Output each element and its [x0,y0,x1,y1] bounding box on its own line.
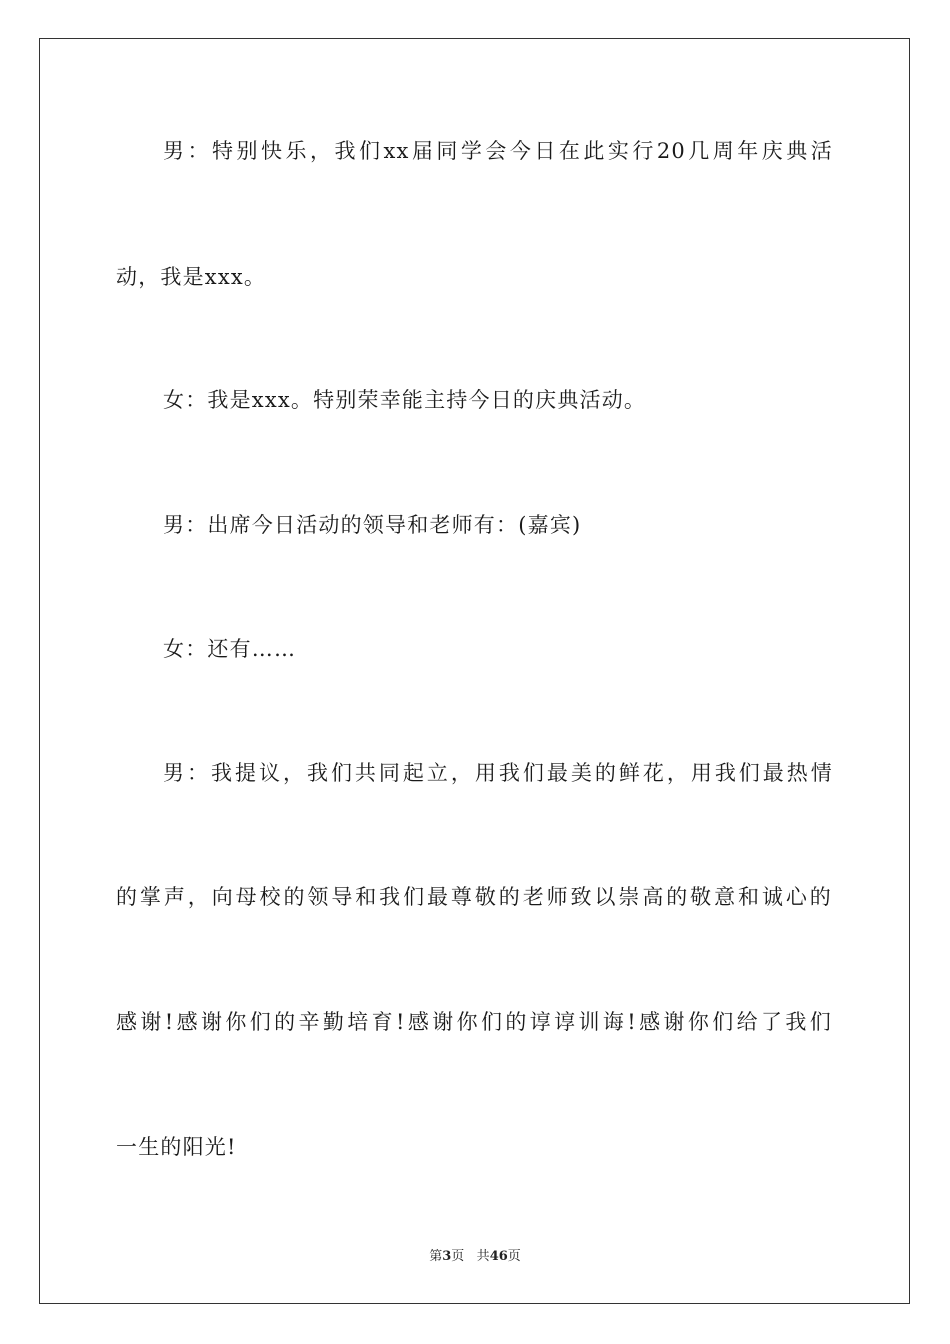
paragraph-line: 一生的阳光! [116,1135,237,1159]
paragraph-line: 男：出席今日活动的领导和老师有：(嘉宾) [163,513,582,537]
page-footer [0,1248,950,1266]
paragraph-line: 男：我提议，我们共同起立，用我们最美的鲜花，用我们最热情 [163,761,833,785]
total-pages: 46 [489,1249,508,1264]
paragraph-line: 的掌声，向母校的领导和我们最尊敬的老师致以崇高的敬意和诚心的 [116,885,832,909]
page-prefix: 第 [429,1249,443,1264]
paragraph-line: 女：还有…… [163,637,297,661]
paragraph-line: 女：我是xxx。特别荣幸能主持今日的庆典活动。 [163,388,647,412]
paragraph-line: 感谢!感谢你们的辛勤培育!感谢你们的谆谆训诲!感谢你们给了我们 [116,1010,832,1034]
paragraph-line: 男：特别快乐，我们xx届同学会今日在此实行20几周年庆典活 [163,139,833,163]
page-number: 3 [442,1249,452,1264]
page-frame [39,38,910,1304]
total-suffix: 页 [507,1249,521,1264]
paragraph-line: 动，我是xxx。 [116,265,267,289]
total-prefix: 共 [476,1249,490,1264]
page-suffix: 页 [451,1249,465,1264]
